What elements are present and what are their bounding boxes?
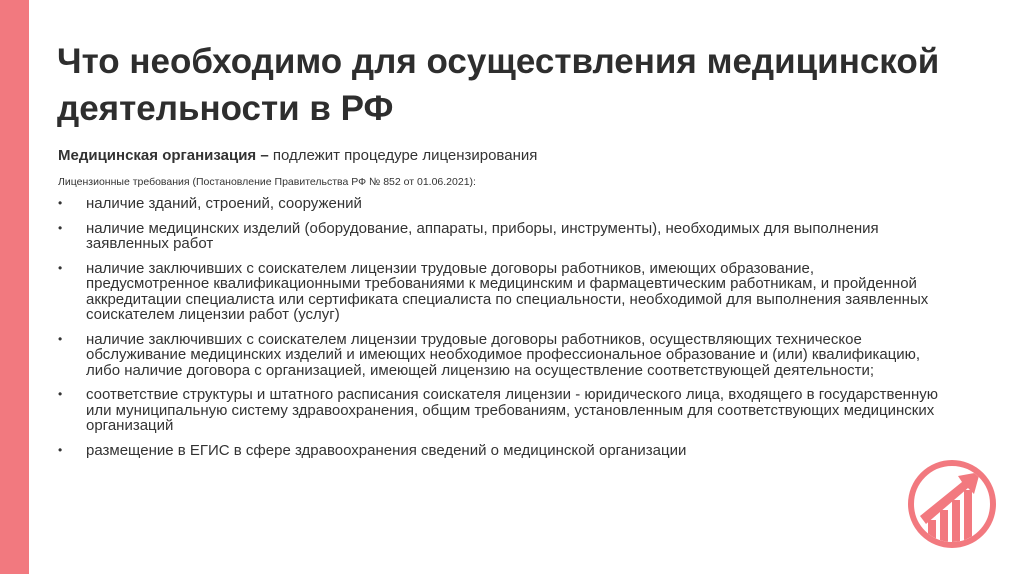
bullet-icon: • — [58, 387, 63, 401]
subtitle-rest: подлежит процедуре лицензирования — [268, 147, 538, 164]
requirements-list — [58, 196, 938, 467]
list-item — [58, 196, 938, 212]
growth-chart-circle-icon — [906, 458, 998, 550]
list-item-text: наличие зданий, строений, сооружений — [86, 195, 362, 212]
bullet-icon: • — [58, 442, 63, 457]
list-item-text: размещение в ЕГИС в сфере здравоохранения сведений о медицинской организации — [86, 441, 687, 459]
bullet-icon: • — [58, 196, 63, 210]
bullet-icon: • — [58, 331, 63, 346]
list-item — [58, 332, 938, 379]
requirements-heading: Лицензионные требования (Постановление Правительства РФ № 852 от 01.06.2021): — [58, 176, 476, 188]
subtitle — [58, 147, 537, 165]
list-item-text: наличие заключивших с соискателем лицензии трудовые договоры работников, осуществляющих техническое обслуживание медицинских изделий и имеющих необходимое профессиональное образование и (или) квалификацию, либо наличие договора с организацией, имеющей лицензию на осуществление соответствующей деятельности; — [86, 330, 921, 379]
list-item — [58, 221, 938, 252]
accent-bar — [0, 0, 29, 574]
bullet-icon: • — [58, 260, 63, 275]
subtitle-bold: Медицинская организация – — [58, 147, 269, 164]
list-item — [58, 261, 938, 323]
list-item — [58, 443, 938, 459]
list-item-text: наличие заключивших с соискателем лицензии трудовые договоры работников, имеющих образование, предусмотренное квалификационными требованиями к медицинским и фармацевтическим работникам, и пройденной аккредитации специалиста или сертификата специалиста по специальности, необходимой для выполнения заявленных соискателем лицензии работ (услуг) — [86, 259, 929, 323]
page-title: Что необходимо для осуществления медицинской деятельности в РФ — [57, 42, 940, 128]
list-item-text: наличие медицинских изделий (оборудование, аппараты, приборы, инструменты), необходимых для выполнения заявленных работ — [86, 219, 879, 252]
list-item — [58, 387, 938, 434]
bullet-icon: • — [58, 220, 63, 235]
list-item-text: соответствие структуры и штатного расписания соискателя лицензии - юридического лица, входящего в государственную или муниципальную систему здравоохранения, общим требованиям, установленным для соответствующих медицинских организаций — [86, 386, 938, 434]
